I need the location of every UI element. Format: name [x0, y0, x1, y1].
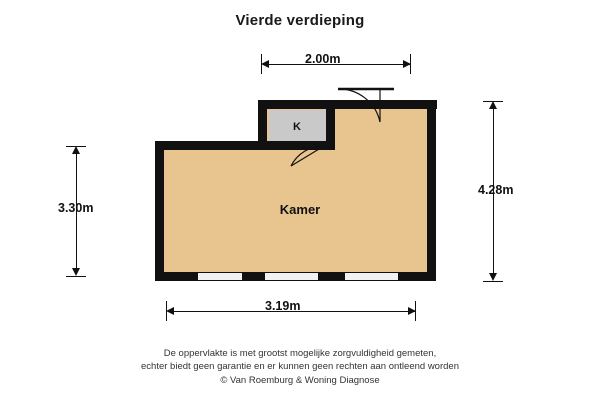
- room-label-kamer: Kamer: [279, 202, 321, 217]
- dimension-top-value: 2.00m: [305, 52, 341, 66]
- dimension-right-value: 4.28m: [478, 183, 514, 197]
- wall-right: [427, 100, 436, 281]
- wall-kitchen-right: [326, 100, 335, 150]
- wall-top-left-segment: [155, 141, 263, 150]
- disclaimer-footer: [0, 347, 600, 388]
- dimension-left-value: 3.30m: [58, 201, 94, 215]
- window-right: [344, 272, 399, 281]
- entrance-door-arc: [335, 86, 397, 124]
- disclaimer-line-1: De oppervlakte is met grootst mogelijke zorgvuldigheid gemeten,: [163, 347, 437, 359]
- window-left: [197, 272, 243, 281]
- dimension-bottom-value: 3.19m: [265, 299, 301, 313]
- room-label-kitchen: K: [293, 121, 301, 133]
- window-center: [264, 272, 319, 281]
- wall-left: [155, 141, 164, 281]
- disclaimer-line-2: echter biedt geen garantie en er kunnen geen rechten aan ontleend worden: [141, 361, 459, 373]
- copyright-line: © Van Roemburg & Woning Diagnose: [220, 375, 380, 387]
- page-title: Vierde verdieping: [235, 12, 365, 29]
- kitchen-door-arc: [271, 144, 327, 168]
